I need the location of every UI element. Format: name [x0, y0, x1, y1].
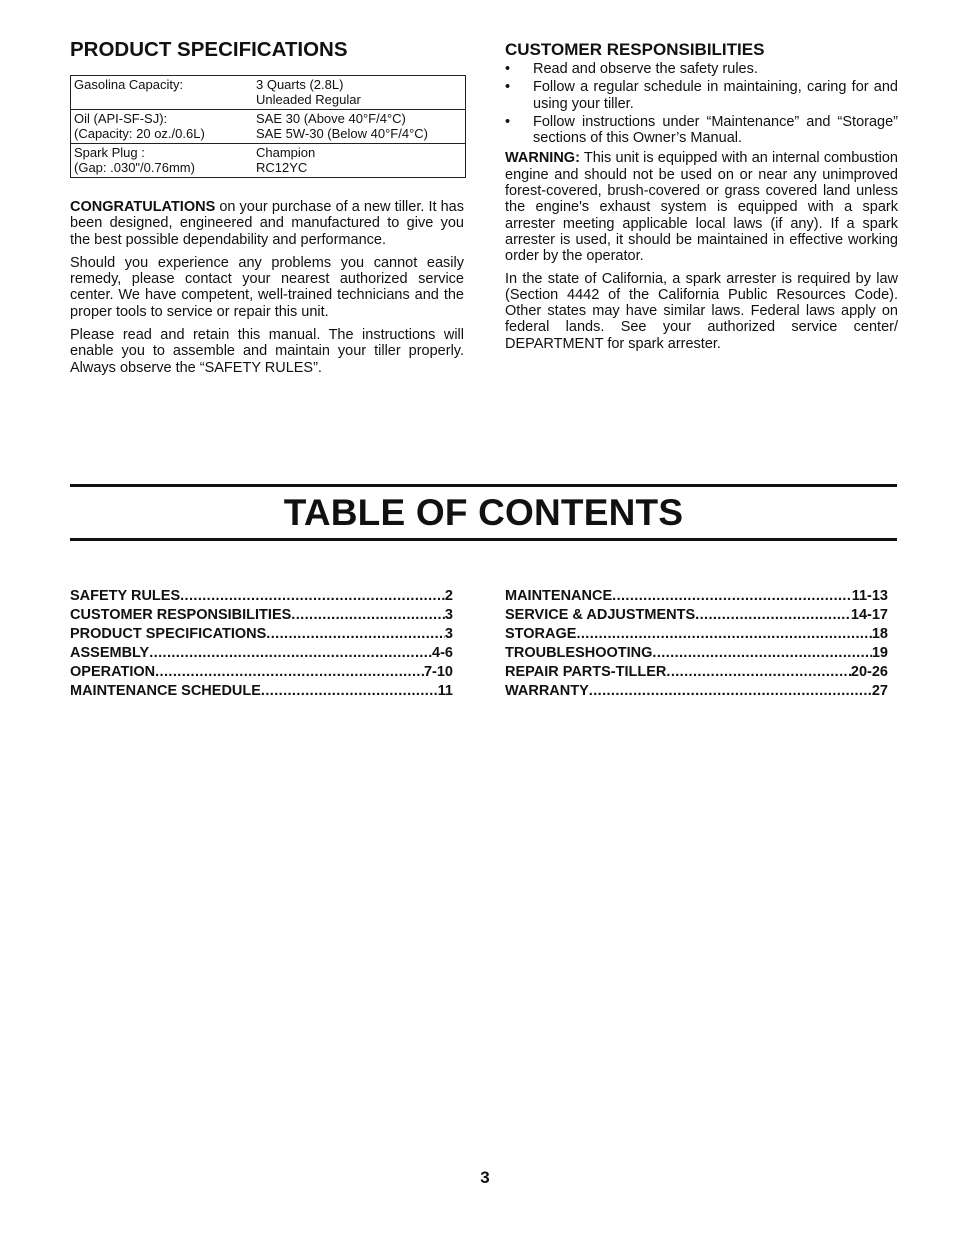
table-row [71, 144, 466, 178]
spec-value: SAE 5W-30 (Below 40°F/4°C) [256, 126, 428, 141]
spec-value: SAE 30 (Above 40°F/4°C) [256, 111, 406, 126]
bullet-icon: • [505, 113, 511, 130]
toc-entry-maintenance[interactable]: MAINTENANCE ..... 11-13 [505, 587, 888, 606]
toc-entry-warranty[interactable]: WARRANTY ..... 27 [505, 682, 888, 701]
responsibilities-list [505, 61, 898, 146]
toc-entry-troubleshooting[interactable]: TROUBLESHOOTING ..... 19 [505, 644, 888, 663]
customer-responsibilities-heading: CUSTOMER RESPONSIBILITIES [505, 40, 765, 59]
list-item: • Follow instructions under “Maintenance” and “Storage” sections of this Owner’s Manual. [505, 113, 898, 147]
warning-text: This unit is equipped with an internal combustion engine and should not be used on or near any unimproved forest-covered, brush-covered or grass covered land unless the engine's exhaust system is equipped with a spark arrester meeting applicable local laws (if any). If a spark arrester is used, it should be maintained in effective working order by the operator. [505, 150, 898, 265]
congratulations-lead: CONGRATULATIONS [70, 199, 216, 215]
congratulations-text: on your purchase of a new tiller. It has been designed, engineered and manufactured to give you the best possible dependability and performance. [70, 199, 464, 248]
list-item: • Read and observe the safety rules. [505, 61, 758, 77]
table-row [71, 76, 466, 110]
spec-value: Champion [256, 145, 316, 160]
retain-manual-paragraph: Please read and retain this manual. The instructions will enable you to assemble and maintain your tiller properly. Always observe the “SAFETY RULES”. [70, 327, 464, 376]
congratulations-paragraph [70, 199, 464, 248]
toc-entry-maintenance-schedule[interactable]: MAINTENANCE SCHEDULE ..... 11 [70, 682, 453, 701]
service-paragraph: Should you experience any problems you cannot easily remedy, please contact your nearest authorized service center. We have competent, well-trained technicians and the proper tools to service or repair this unit. [70, 254, 464, 320]
toc-left-column [70, 587, 453, 701]
toc-entry-product-specifications[interactable]: PRODUCT SPECIFICATIONS ..... 3 [70, 625, 453, 644]
spec-value: Unleaded Regular [256, 92, 361, 107]
right-column [505, 38, 898, 358]
toc-heading: TABLE OF CONTENTS [283, 492, 684, 533]
spec-label: (Gap: .030"/0.76mm) [74, 160, 195, 175]
spec-label: (Capacity: 20 oz./0.6L) [74, 126, 205, 141]
toc-right-column [505, 587, 888, 701]
toc-entry-repair-parts-tiller[interactable]: REPAIR PARTS-TILLER ..... 20-26 [505, 663, 888, 682]
specifications-table [70, 75, 466, 178]
product-specifications-heading: PRODUCT SPECIFICATIONS [70, 38, 348, 61]
spec-value: 3 Quarts (2.8L) [256, 77, 344, 92]
toc-bottom-rule [70, 538, 897, 541]
spec-label: Oil (API-SF-SJ): [74, 111, 168, 126]
warning-label: WARNING: [505, 150, 580, 167]
warning-paragraph [505, 150, 898, 264]
bullet-icon: • [505, 79, 511, 96]
bullet-icon: • [505, 61, 511, 77]
toc-entry-storage[interactable]: STORAGE ..... 18 [505, 625, 888, 644]
spec-value: RC12YC [256, 160, 308, 175]
toc-top-rule [70, 484, 897, 487]
toc-entry-safety-rules[interactable]: SAFETY RULES ..... 2 [70, 587, 453, 606]
page-number: 3 [480, 1168, 490, 1187]
spec-label: Spark Plug : [74, 145, 145, 160]
spec-label: Gasolina Capacity: [74, 77, 184, 92]
left-column [70, 38, 464, 383]
toc-entry-assembly[interactable]: ASSEMBLY ..... 4-6 [70, 644, 453, 663]
toc-entry-service-adjustments[interactable]: SERVICE & ADJUSTMENTS ..... 14-17 [505, 606, 888, 625]
toc-entry-operation[interactable]: OPERATION ..... 7-10 [70, 663, 453, 682]
california-paragraph: In the state of California, a spark arrester is required by law (Section 4442 of the California Public Resources Code). Other states may have similar laws. Federal laws apply on federal lands. See your authorized service center/ DEPARTMENT for spark arrester. [505, 270, 898, 352]
table-row [71, 110, 466, 144]
toc-entry-customer-responsibilities[interactable]: CUSTOMER RESPONSIBILITIES ..... 3 [70, 606, 453, 625]
list-item: • Follow a regular schedule in maintaining, caring for and using your tiller. [505, 79, 898, 112]
